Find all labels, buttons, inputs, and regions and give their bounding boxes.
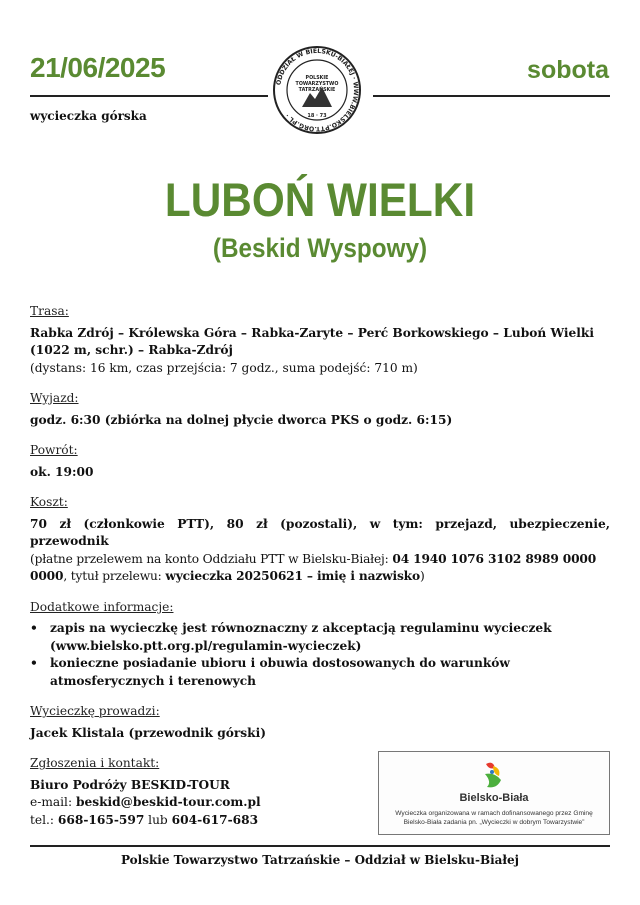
transfer-prefix: , tytuł przelewu: [63, 569, 166, 583]
trip-title: LUBOŃ WIELKI [164, 173, 476, 226]
header-divider-left [30, 95, 268, 97]
return-text: ok. 19:00 [30, 464, 94, 479]
additional-list [30, 620, 610, 690]
cost-section [30, 494, 610, 586]
svg-text:ODDZIAŁ W BIELSKU-BIAŁEJ · WWW: ODDZIAŁ W BIELSKU-BIAŁEJ · WWW.BIELSKO.PTT.ORG.PL · [275, 47, 360, 133]
svg-text:POLSKIE: POLSKIE [305, 76, 329, 81]
bullet-icon: • [30, 656, 38, 670]
departure-label: Wyjazd: [30, 391, 79, 405]
transfer-title: wycieczka 20250621 – imię i nazwisko [165, 569, 420, 583]
svg-text:TOWARZYSTWO: TOWARZYSTWO [295, 82, 339, 87]
ptt-logo [272, 45, 362, 135]
return-section [30, 442, 610, 481]
additional-section [30, 599, 610, 691]
list-item [30, 655, 610, 690]
email-label: e-mail: [30, 795, 76, 809]
bielsko-biala-logo-icon [483, 760, 505, 790]
phone-separator: lub [144, 812, 172, 827]
departure-section [30, 390, 610, 429]
additional-label: Dodatkowe informacje: [30, 599, 174, 614]
route-path: Rabka Zdrój – Królewska Góra – Rabka-Zaryte – Perć Borkowskiego – Luboń Wielki (1022 m, schr.) – Rabka-Zdrój [30, 325, 595, 357]
cost-closing: ) [419, 569, 425, 583]
guide-section [30, 703, 610, 742]
trip-subtitle: (Beskid Wyspowy) [212, 233, 428, 263]
cost-payment [30, 551, 610, 586]
list-item-text: zapis na wycieczkę jest równoznaczny z akceptacją regulaminu wycieczek (www.bielsko.ptt.org.pl/regulamin-wycieczek) [50, 621, 552, 653]
contact-label: Zgłoszenia i kontakt: [30, 756, 160, 770]
contact-phone-2[interactable]: 604-617-683 [171, 812, 259, 827]
guide-name: Jacek Klistala (przewodnik górski) [30, 725, 267, 740]
trip-date: 21/06/2025 [30, 52, 166, 83]
return-label: Powrót: [30, 443, 78, 457]
trip-weekday: sobota [527, 56, 609, 84]
header-divider-right [373, 95, 610, 97]
cost-amount: 70 zł (członkowie PTT), 80 zł (pozostali), w tym: przejazd, ubezpieczenie, przewodnik [30, 516, 610, 548]
bullet-icon: • [30, 621, 38, 635]
tel-label: tel.: [30, 812, 58, 827]
svg-text:TATRZAŃSKIE: TATRZAŃSKIE [298, 88, 336, 93]
list-item-text: konieczne posiadanie ubioru i obuwia dostosowanych do warunków atmosferycznych i terenowych [50, 656, 510, 688]
contact-phone-1[interactable]: 668-165-597 [57, 812, 145, 827]
route-section [30, 303, 610, 377]
contact-org: Biuro Podróży BESKID-TOUR [30, 777, 230, 792]
cost-label: Koszt: [30, 495, 68, 509]
trip-type: wycieczka górska [30, 109, 147, 123]
svg-text:18 · 73: 18 · 73 [307, 113, 327, 119]
sponsor-text: Wycieczka organizowana w ramach dofinansowanego przez Gminę Bielsko-Biała zadania pn. „Wycieczki w dobrym Towarzystwie” [395, 810, 593, 826]
footer-divider [30, 845, 610, 847]
guide-label: Wycieczkę prowadzi: [30, 704, 160, 718]
list-item [30, 620, 610, 655]
contact-email[interactable]: beskid@beskid-tour.com.pl [75, 795, 261, 809]
cost-payment-prefix: (płatne przelewem na konto Oddziału PTT w Bielsku-Białej: [30, 551, 393, 566]
route-details: (dystans: 16 km, czas przejścia: 7 godz., suma podejść: 710 m) [30, 360, 418, 375]
departure-text: godz. 6:30 (zbiórka na dolnej płycie dworca PKS o godz. 6:15) [30, 412, 453, 427]
route-label: Trasa: [30, 304, 69, 318]
sponsor-name: Bielsko-Biała [459, 792, 529, 804]
bank-account: 04 1940 1076 3102 8989 0000 0000 [30, 551, 597, 583]
footer-text: Polskie Towarzystwo Tatrzańskie – Oddział w Bielsku-Białej [120, 853, 520, 867]
sponsor-box [378, 751, 610, 835]
